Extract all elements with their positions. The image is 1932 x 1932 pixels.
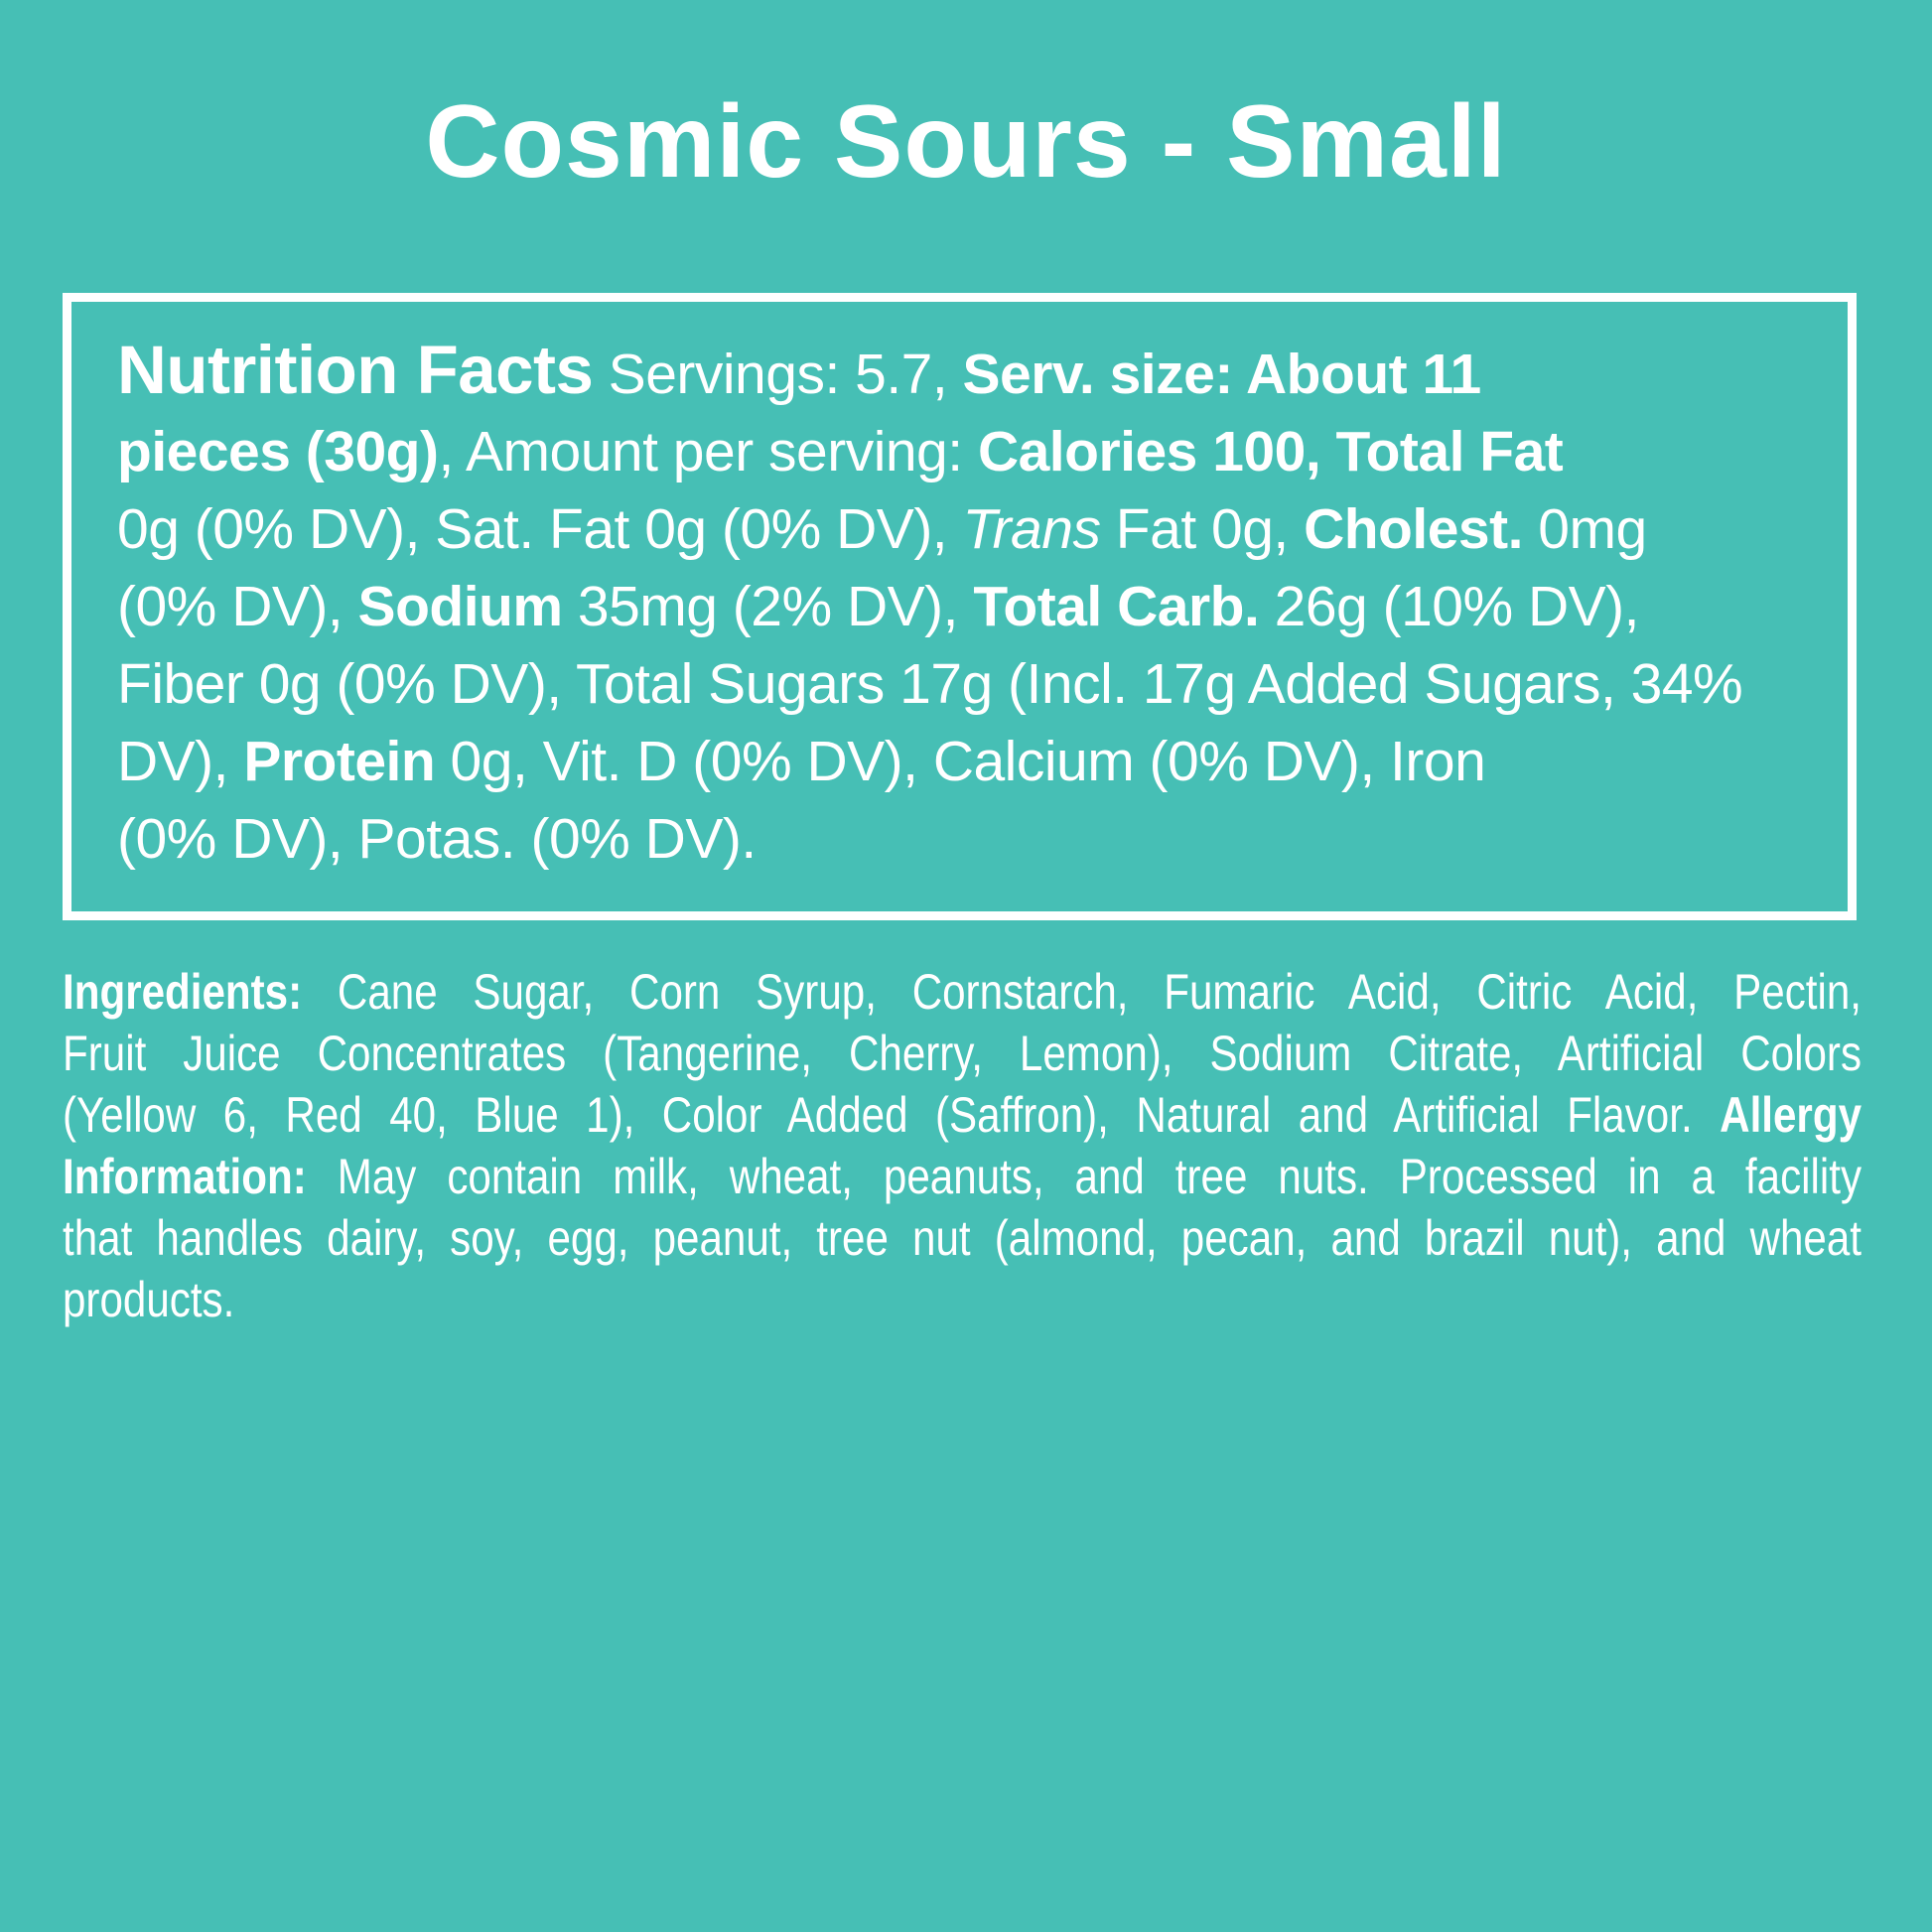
text-segment: Fiber 0g (0% DV), Total Sugars 17g (Incl. 17g Added Sugars, 34% [117,652,1743,716]
text-segment: Fruit Juice Concentrates (Tangerine, Cherry, Lemon), Sodium Citrate, Artificial Colors [63,1026,1863,1081]
text-segment: Protein [243,730,436,793]
text-segment: 0g, Vit. D (0% DV), Calcium (0% DV), Iron [435,730,1486,793]
nutrition-facts-line [117,413,1828,490]
ingredients-line [63,1269,1862,1330]
text-segment: Allergy [1720,1087,1863,1143]
text-segment: 0mg [1522,497,1647,561]
ingredients-line [63,1146,1862,1207]
text-segment: Ingredients: [63,964,303,1020]
text-segment: Serv. size: About 11 [962,343,1481,406]
ingredients-line [63,1023,1862,1084]
text-segment: (0% DV), [117,575,358,638]
text-segment: (Yellow 6, Red 40, Blue 1), Color Added (Saffron), Natural and Artificial Flavor. [63,1087,1721,1143]
text-segment: 0g (0% DV), Sat. Fat 0g (0% DV), [117,497,963,561]
text-segment: that handles dairy, soy, egg, peanut, tree nut (almond, pecan, and brazil nut), and wheat [63,1210,1863,1266]
text-segment: Trans [962,497,1101,561]
ingredients-line [63,1084,1862,1146]
text-segment: pieces (30g) [117,420,439,483]
text-segment: Servings: 5.7, [593,343,963,406]
text-segment: 26g (10% DV), [1259,575,1639,638]
nutrition-facts-line [117,332,1828,413]
text-segment: Cholest. [1304,497,1523,561]
text-segment: 35mg (2% DV), [562,575,974,638]
text-segment: , Amount per serving: [438,420,978,483]
nutrition-facts-box [63,293,1857,920]
nutrition-facts-line [117,645,1828,723]
text-segment: Cane Sugar, Corn Syrup, Cornstarch, Fumaric Acid, Citric Acid, Pectin, [302,964,1863,1020]
text-segment: Sodium [357,575,563,638]
text-segment: Fat 0g, [1100,497,1305,561]
text-segment: products. [63,1272,235,1327]
ingredients-line [63,1207,1862,1269]
text-segment: DV), [117,730,244,793]
ingredients-line [63,961,1862,1023]
text-segment: Calories 100, Total Fat [977,420,1564,483]
nutrition-facts-line [117,568,1828,645]
nutrition-facts-line [117,723,1828,800]
text-segment: May contain milk, wheat, peanuts, and tree nuts. Processed in a facility [306,1149,1863,1204]
text-segment: Information: [63,1149,307,1204]
nutrition-facts-line [117,490,1828,568]
ingredients-paragraph [63,961,1862,1330]
nutrition-facts-line [117,800,1828,878]
product-title: Cosmic Sours - Small [425,84,1507,200]
text-segment: Nutrition Facts [117,332,594,408]
text-segment: Total Carb. [973,575,1260,638]
text-segment: (0% DV), Potas. (0% DV). [117,807,757,871]
